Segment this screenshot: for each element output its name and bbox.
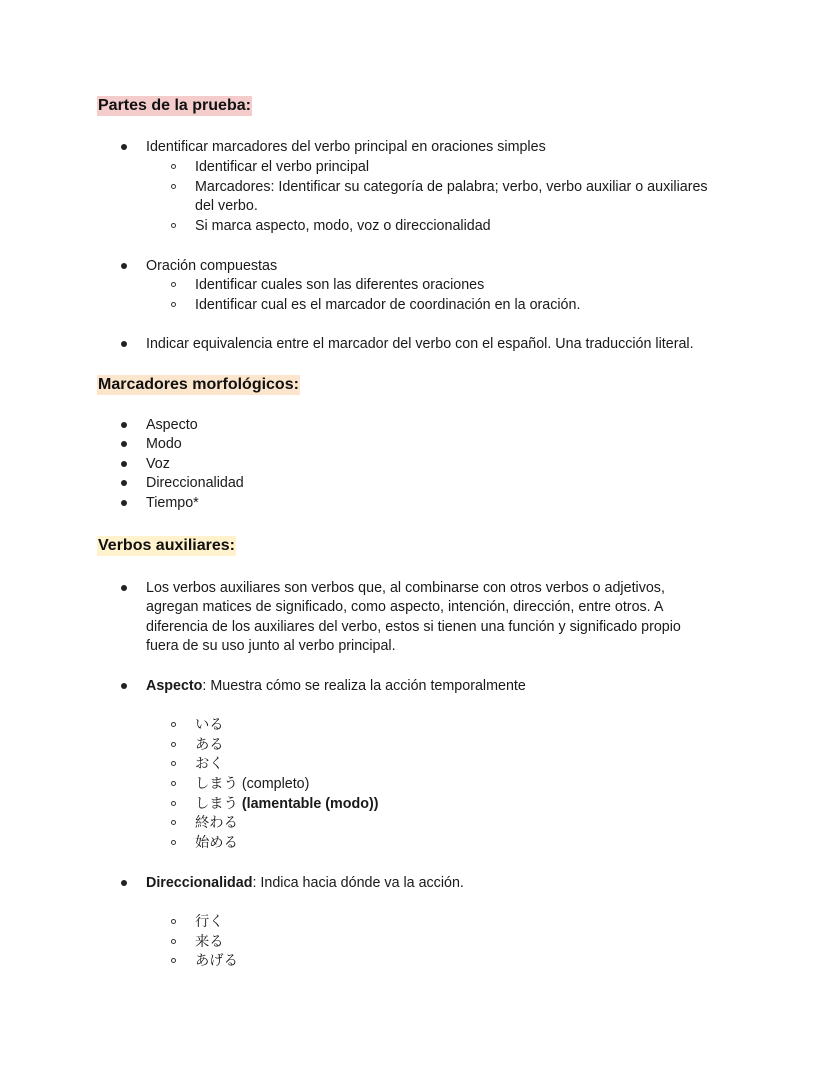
bullet-icon [121,585,127,591]
circle-bullet-icon [171,742,176,747]
bullet-icon [121,441,127,447]
list-item: 始める [195,835,238,851]
list-item: おく [195,756,224,772]
list-item: Identificar cual es el marcador de coordinación en la oración. [195,297,581,313]
circle-bullet-icon [171,840,176,845]
circle-bullet-icon [171,820,176,825]
list-item: 来る [195,934,224,950]
paragraph-line: Los verbos auxiliares son verbos que, al combinarse con otros verbos o adjetivos, [146,580,665,596]
aspecto-label: Aspecto [146,678,203,694]
list-item: Tiempo* [146,495,199,511]
heading-partes: Partes de la prueba: [98,97,251,114]
heading-marcadores: Marcadores morfológicos: [98,376,299,393]
list-item-continuation: del verbo. [195,198,258,214]
list-item: しまう (completo) [195,776,310,792]
lamentable-note: (lamentable (modo)) [237,796,379,812]
circle-bullet-icon [171,958,176,963]
list-item: ある [195,737,224,753]
circle-bullet-icon [171,781,176,786]
heading-verbos: Verbos auxiliares: [98,537,235,554]
list-item: 終わる [195,815,238,831]
list-item: Modo [146,436,182,452]
list-item: 行く [195,914,224,930]
bullet-icon [121,880,127,886]
paragraph-line: agregan matices de significado, como aspecto, intención, dirección, entre otros. A [146,599,664,615]
bullet-icon [121,263,127,269]
paragraph-line: diferencia de los auxiliares del verbo, estos si tienen una función y significado propio [146,619,681,635]
circle-bullet-icon [171,939,176,944]
bullet-icon [121,422,127,428]
bullet-icon [121,341,127,347]
list-item: Oración compuestas [146,258,278,274]
aspecto-description: : Muestra cómo se realiza la acción temporalmente [202,678,526,694]
bullet-icon [121,144,127,150]
list-item [195,794,378,814]
list-item: Marcadores: Identificar su categoría de palabra; verbo, verbo auxiliar o auxiliares [195,179,708,195]
direccionalidad-label: Direccionalidad [146,875,253,891]
circle-bullet-icon [171,164,176,169]
list-item: Si marca aspecto, modo, voz o direccionalidad [195,218,491,234]
shimau-text: しまう [195,796,238,812]
circle-bullet-icon [171,722,176,727]
direccionalidad-description: : Indica hacia dónde va la acción. [252,875,464,891]
list-item: Identificar cuales son las diferentes oraciones [195,277,485,293]
list-item: Aspecto [146,417,198,433]
list-item: Voz [146,456,170,472]
circle-bullet-icon [171,761,176,766]
list-item: あげる [195,953,238,969]
circle-bullet-icon [171,184,176,189]
bullet-icon [121,461,127,467]
circle-bullet-icon [171,801,176,806]
list-item: Indicar equivalencia entre el marcador del verbo con el español. Una traducción literal. [146,336,694,352]
list-item-direccionalidad [146,873,464,893]
bullet-icon [121,480,127,486]
circle-bullet-icon [171,919,176,924]
list-item: Identificar marcadores del verbo principal en oraciones simples [146,139,546,155]
bullet-icon [121,683,127,689]
circle-bullet-icon [171,223,176,228]
paragraph-line: fuera de su uso junto al verbo principal. [146,638,396,654]
circle-bullet-icon [171,302,176,307]
bullet-icon [121,500,127,506]
circle-bullet-icon [171,282,176,287]
list-item: いる [195,717,224,733]
list-item: Direccionalidad [146,475,244,491]
list-item: Identificar el verbo principal [195,159,370,175]
list-item-aspecto [146,676,526,696]
